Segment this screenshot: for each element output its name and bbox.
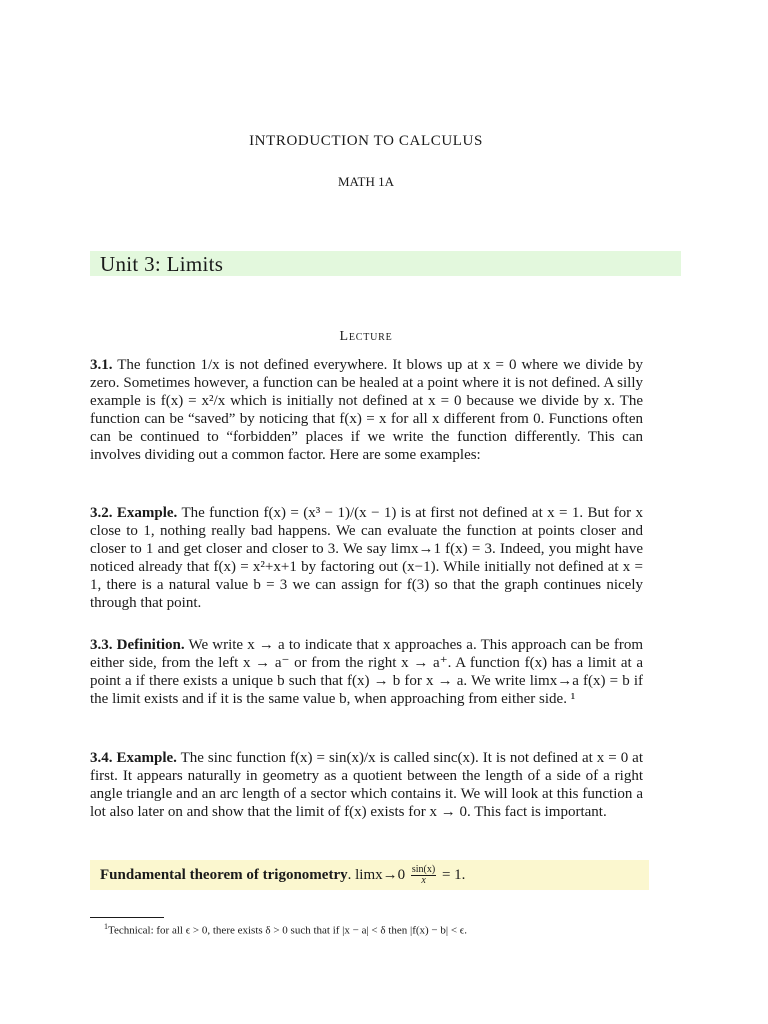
theorem-box bbox=[90, 860, 649, 890]
theorem-limit: limx→0 bbox=[355, 866, 406, 883]
paragraph-label: 3.4. Example. bbox=[90, 750, 177, 766]
theorem-result: = 1. bbox=[441, 866, 466, 883]
fraction-denominator: x bbox=[421, 875, 426, 886]
paragraph-text: We write x → a to indicate that x approaches a. This approach can be from either side, from the left x → a⁻ or from the right x → a⁺. A function f(x) has a limit at a point a if there exists a unique b such that f(x) → b for x → a. We write limx→a f(x) = b if the limit exists and if it is the same value b, when approaching from either side. ¹ bbox=[90, 637, 643, 707]
course-code: MATH 1A bbox=[338, 174, 394, 189]
paragraph-3-4 bbox=[90, 749, 643, 821]
unit-banner bbox=[90, 251, 681, 276]
footnote-text: Technical: for all ϵ > 0, there exists δ > 0 such that if |x − a| < δ then |f(x) − b| < ϵ. bbox=[108, 924, 467, 937]
paragraph-3-2 bbox=[90, 504, 643, 612]
document-title: INTRODUCTION TO CALCULUS bbox=[249, 133, 483, 149]
paragraph-text: The sinc function f(x) = sin(x)/x is called sinc(x). It is not defined at x = 0 at first. It appears naturally in geometry as a quotient between the length of a side of a right angle triangle and an arc length of a sector which contains it. We will look at this function a lot also later on and show that the limit of f(x) exists for x → 0. This fact is important. bbox=[90, 750, 644, 820]
theorem-title: Fundamental theorem of trigonometry bbox=[100, 866, 348, 883]
fraction-numerator: sin(x) bbox=[411, 864, 436, 875]
theorem-fraction bbox=[411, 865, 436, 886]
footnote-mark: 1 bbox=[104, 922, 108, 931]
unit-title: Unit 3: Limits bbox=[100, 252, 224, 276]
paragraph-label: 3.1. bbox=[90, 357, 113, 373]
paragraph-label: 3.2. Example. bbox=[90, 505, 178, 521]
paragraph-3-1 bbox=[90, 356, 643, 464]
section-label: Lecture bbox=[339, 329, 393, 344]
paragraph-text: The function f(x) = (x³ − 1)/(x − 1) is at first not defined at x = 1. But for x close to 1, nothing really bad happens. We can evaluate the function at points closer and closer to 1 and get closer and closer to 3. We say limx→1 f(x) = 3. Indeed, you might have noticed already that f(x) = x²+x+1 by factoring out (x−1). While initially not defined at x = 1, there is a natural value b = 3 we can assign for f(3) so that the graph continues nicely through that point. bbox=[90, 505, 643, 611]
paragraph-label: 3.3. Definition. bbox=[90, 637, 185, 653]
paragraph-3-3 bbox=[90, 636, 643, 708]
theorem-statement: Fundamental theorem of trigonometry. limx→0 $\frac{\sin(x)}{x}$ = 1. bbox=[100, 864, 466, 886]
footnote bbox=[104, 922, 467, 937]
paragraph-text: The function 1/x is not defined everywhere. It blows up at x = 0 where we divide by zero. Sometimes however, a function can be healed at a point where it is not defined. A silly example is f(x) = x²/x which is initially not defined at x = 0 because we divide by x. The function can be “saved” by noticing that f(x) = x for all x different from 0. Functions often can be continued to “forbidden” places if we write the function differently. This can involves dividing out a common factor. Here are some examples: bbox=[90, 357, 643, 463]
footnote-rule bbox=[90, 917, 164, 918]
